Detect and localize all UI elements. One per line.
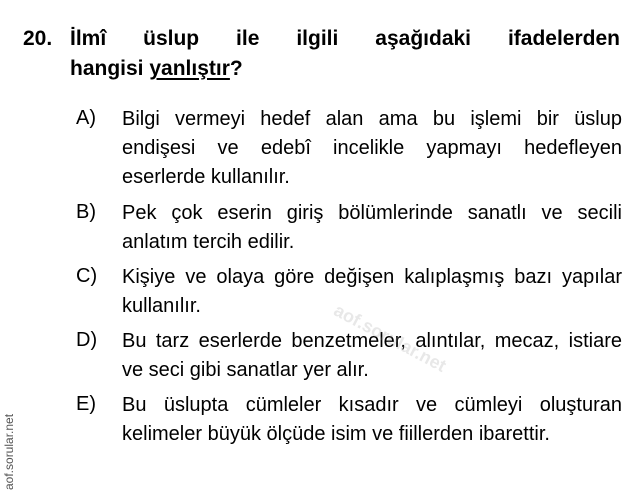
option-b[interactable] [76, 199, 622, 257]
answer-options [76, 105, 622, 449]
question-stem [70, 24, 620, 84]
option-letter: D) [76, 329, 98, 351]
watermark-diagonal: aof.sorular.net [330, 300, 450, 376]
question-number: 20. [23, 27, 53, 50]
option-text: Bu tarz eserlerde benzetmeler, alıntılar, mecaz, istiare ve seci gibi sanatlar yer alır. [122, 330, 622, 381]
option-text: Kişiye ve olaya göre değişen kalıplaşmış bazı yapılar kullanılır. [122, 266, 622, 317]
option-text: Pek çok eserin giriş bölümlerinde sanatlı ve secili anlatım tercih edilir. [122, 202, 622, 253]
option-letter: A) [76, 107, 96, 129]
option-text: Bilgi vermeyi hedef alan ama bu işlemi bir üslup endişesi ve edebî incelikle yapmayı hedefleyen eserlerde kullanılır. [122, 108, 622, 188]
question-stem-emphasis: yanlıştır [149, 57, 230, 80]
option-e[interactable] [76, 391, 622, 449]
question-stem-line2-pre: hangisi [70, 57, 150, 80]
option-letter: E) [76, 393, 96, 415]
question-stem-line1: İlmî üslup ile ilgili aşağıdaki ifadelerden [70, 27, 620, 50]
option-letter: C) [76, 265, 98, 287]
watermark-side: aof.sorular.net [2, 413, 16, 490]
question-stem-line2-post: ? [229, 57, 243, 80]
option-a[interactable] [76, 105, 622, 192]
option-d[interactable] [76, 327, 622, 385]
option-letter: B) [76, 201, 96, 223]
option-text: Bu üslupta cümleler kısadır ve cümleyi oluşturan kelimeler büyük ölçüde isim ve fiillerden ibarettir. [122, 394, 622, 445]
